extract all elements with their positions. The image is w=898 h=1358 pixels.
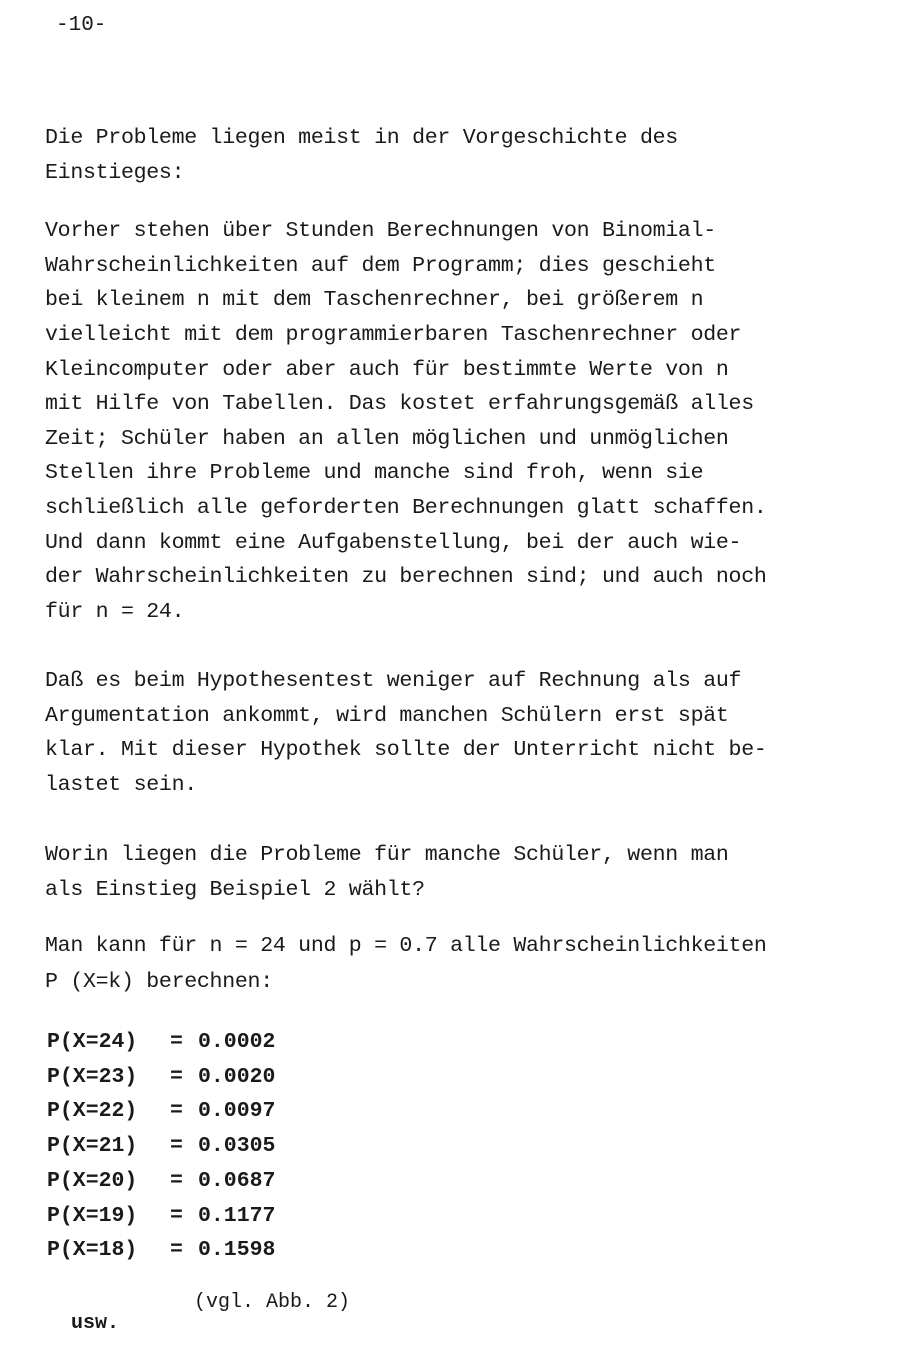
calc-eq: = [170, 1169, 183, 1193]
calc-value: 0.1598 [198, 1238, 276, 1262]
calc-value: 0.0305 [198, 1134, 276, 1158]
text-line: Kleincomputer oder aber auch für bestimmte Werte von n [45, 358, 729, 382]
calc-eq: = [170, 1030, 183, 1054]
text-line: Vorher stehen über Stunden Berechnungen von Binomial- [45, 219, 716, 243]
etc-label: usw. [71, 1312, 120, 1335]
calc-row [47, 1206, 275, 1228]
calc-lhs: P(X=18) [47, 1238, 138, 1262]
text-line: bei kleinem n mit dem Taschenrechner, bei größerem n [45, 288, 704, 312]
question-line: Worin liegen die Probleme für manche Schüler, wenn man [45, 843, 729, 867]
figure-reference: (vgl. Abb. 2) [194, 1291, 351, 1314]
text-line: schließlich alle geforderten Berechnungen glatt schaffen. [45, 496, 767, 520]
text-line: Man kann für n = 24 und p = 0.7 alle Wahrscheinlichkeiten [45, 934, 767, 958]
text-line: für n = 24. [45, 600, 185, 624]
calc-row [47, 1171, 275, 1193]
text-line: P (X=k) berechnen: [45, 970, 273, 994]
calc-row [47, 1032, 275, 1054]
calc-row [47, 1101, 275, 1123]
calc-eq: = [170, 1099, 183, 1123]
calc-lhs: P(X=23) [47, 1065, 138, 1089]
text-line: Und dann kommt eine Aufgabenstellung, bei der auch wie- [45, 531, 742, 555]
question-line: als Einstieg Beispiel 2 wählt? [45, 878, 425, 902]
calc-lhs: P(X=21) [47, 1134, 138, 1158]
text-line: Wahrscheinlichkeiten auf dem Programm; dies geschieht [45, 254, 716, 278]
text-line: mit Hilfe von Tabellen. Das kostet erfahrungsgemäß alles [45, 392, 754, 416]
text-line: lastet sein. [45, 773, 197, 797]
text-line: klar. Mit dieser Hypothek sollte der Unterricht nicht be- [45, 738, 767, 762]
calc-eq: = [170, 1065, 183, 1089]
calc-value: 0.0097 [198, 1099, 276, 1123]
calc-eq: = [170, 1238, 183, 1262]
text-line: Die Probleme liegen meist in der Vorgeschichte des [45, 126, 678, 150]
calc-value: 0.0687 [198, 1169, 276, 1193]
calc-lhs: P(X=22) [47, 1099, 138, 1123]
text-line: Argumentation ankommt, wird manchen Schülern erst spät [45, 704, 729, 728]
calc-value: 0.0020 [198, 1065, 276, 1089]
calc-lhs: P(X=20) [47, 1169, 138, 1193]
calc-row [47, 1240, 275, 1262]
footer-line [47, 1289, 351, 1358]
calc-eq: = [170, 1204, 183, 1228]
text-line: vielleicht mit dem programmierbaren Taschenrechner oder [45, 323, 742, 347]
text-line: Zeit; Schüler haben an allen möglichen und unmöglichen [45, 427, 729, 451]
page-number: -10- [56, 14, 107, 37]
calc-value: 0.1177 [198, 1204, 276, 1228]
text-line: der Wahrscheinlichkeiten zu berechnen sind; und auch noch [45, 565, 767, 589]
calc-lhs: P(X=19) [47, 1204, 138, 1228]
calc-value: 0.0002 [198, 1030, 276, 1054]
text-line: Daß es beim Hypothesentest weniger auf Rechnung als auf [45, 669, 742, 693]
calc-row [47, 1136, 275, 1158]
text-line: Stellen ihre Probleme und manche sind froh, wenn sie [45, 461, 704, 485]
calc-row [47, 1067, 275, 1089]
text-line: Einstieges: [45, 161, 185, 185]
calc-lhs: P(X=24) [47, 1030, 138, 1054]
calc-eq: = [170, 1134, 183, 1158]
